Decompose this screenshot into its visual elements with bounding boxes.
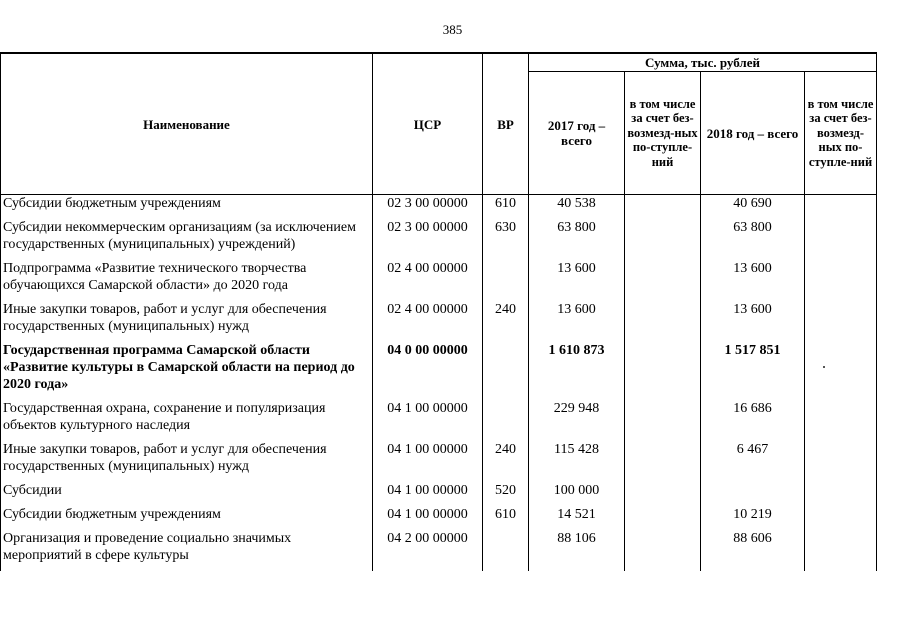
cell-2017-total: 40 538	[529, 195, 625, 220]
cell-2018-incl	[805, 219, 877, 260]
cell-vr: 610	[483, 195, 529, 220]
cell-2018-incl	[805, 441, 877, 482]
cell-2017-total: 229 948	[529, 400, 625, 441]
cell-csr: 04 2 00 00000	[373, 530, 483, 571]
cell-name: Организация и проведение социально значимых мероприятий в сфере культуры	[1, 530, 373, 571]
cell-2018-total: 13 600	[701, 301, 805, 342]
cell-vr	[483, 400, 529, 441]
cell-name: Субсидии	[1, 482, 373, 506]
cell-name: Субсидии некоммерческим организациям (за исключением государственных (муниципальных) учреждений)	[1, 219, 373, 260]
cell-name: Субсидии бюджетным учреждениям	[1, 506, 373, 530]
header-name: Наименование	[1, 53, 373, 195]
table-row	[1, 506, 877, 530]
cell-2017-total: 115 428	[529, 441, 625, 482]
cell-vr: 630	[483, 219, 529, 260]
cell-2018-incl	[805, 506, 877, 530]
cell-vr: 240	[483, 301, 529, 342]
cell-csr: 04 1 00 00000	[373, 482, 483, 506]
cell-2018-total: 1 517 851	[701, 342, 805, 400]
table-row	[1, 219, 877, 260]
cell-2018-total	[701, 482, 805, 506]
header-2018-incl: в том числе за счет без-возмезд-ных по-ступле-ний	[805, 72, 877, 195]
cell-2017-total: 63 800	[529, 219, 625, 260]
table-row	[1, 441, 877, 482]
header-vr: ВР	[483, 53, 529, 195]
cell-vr	[483, 260, 529, 301]
cell-2017-total: 13 600	[529, 260, 625, 301]
table-row	[1, 301, 877, 342]
cell-name: Иные закупки товаров, работ и услуг для обеспечения государственных (муниципальных) нужд	[1, 301, 373, 342]
cell-2017-incl	[625, 441, 701, 482]
budget-table	[0, 52, 877, 571]
cell-2018-incl	[805, 260, 877, 301]
cell-csr: 04 1 00 00000	[373, 441, 483, 482]
cell-vr	[483, 342, 529, 400]
cell-vr: 240	[483, 441, 529, 482]
cell-csr: 02 3 00 00000	[373, 195, 483, 220]
cell-csr: 02 4 00 00000	[373, 260, 483, 301]
cell-2018-incl	[805, 400, 877, 441]
cell-vr: 610	[483, 506, 529, 530]
cell-csr: 04 1 00 00000	[373, 506, 483, 530]
cell-2017-total: 14 521	[529, 506, 625, 530]
cell-csr: 04 1 00 00000	[373, 400, 483, 441]
table-row	[1, 342, 877, 400]
cell-2017-total: 1 610 873	[529, 342, 625, 400]
cell-2017-incl	[625, 301, 701, 342]
table-row	[1, 400, 877, 441]
cell-2017-incl	[625, 195, 701, 220]
cell-vr	[483, 530, 529, 571]
table-body	[1, 195, 877, 572]
cell-2018-total: 88 606	[701, 530, 805, 571]
cell-2018-total: 16 686	[701, 400, 805, 441]
page-number: 385	[442, 22, 463, 37]
cell-name: Иные закупки товаров, работ и услуг для обеспечения государственных (муниципальных) нужд	[1, 441, 373, 482]
cell-name: Государственная программа Самарской области «Развитие культуры в Самарской области на период до 2020 года»	[1, 342, 373, 400]
cell-2018-total: 13 600	[701, 260, 805, 301]
cell-2017-total: 13 600	[529, 301, 625, 342]
header-sum-group: Сумма, тыс. рублей	[529, 53, 877, 72]
cell-2017-incl	[625, 506, 701, 530]
cell-name: Государственная охрана, сохранение и популяризация объектов культурного наследия	[1, 400, 373, 441]
cell-2018-incl	[805, 342, 877, 400]
cell-2018-incl	[805, 195, 877, 220]
cell-name: Субсидии бюджетным учреждениям	[1, 195, 373, 220]
cell-csr: 02 4 00 00000	[373, 301, 483, 342]
cell-vr: 520	[483, 482, 529, 506]
cell-name: Подпрограмма «Развитие технического творчества обучающихся Самарской области» до 2020 года	[1, 260, 373, 301]
table-row	[1, 260, 877, 301]
cell-2017-incl	[625, 342, 701, 400]
cell-2018-incl	[805, 482, 877, 506]
cell-2018-total: 6 467	[701, 441, 805, 482]
table-row	[1, 530, 877, 571]
cell-2017-incl	[625, 482, 701, 506]
header-2018-total: 2018 год – всего	[701, 72, 805, 195]
cell-2018-total: 40 690	[701, 195, 805, 220]
cell-2018-total: 63 800	[701, 219, 805, 260]
cell-2017-total: 88 106	[529, 530, 625, 571]
cell-csr: 04 0 00 00000	[373, 342, 483, 400]
cell-csr: 02 3 00 00000	[373, 219, 483, 260]
cell-2018-incl	[805, 530, 877, 571]
cell-2017-incl	[625, 530, 701, 571]
scan-speck	[823, 366, 825, 368]
table-row	[1, 482, 877, 506]
cell-2017-incl	[625, 219, 701, 260]
table-header	[1, 53, 877, 195]
header-2017-incl: в том числе за счет без-возмезд-ных по-ступле-ний	[625, 72, 701, 195]
cell-2018-incl	[805, 301, 877, 342]
cell-2017-incl	[625, 400, 701, 441]
table-row	[1, 195, 877, 220]
cell-2017-incl	[625, 260, 701, 301]
header-csr: ЦСР	[373, 53, 483, 195]
cell-2018-total: 10 219	[701, 506, 805, 530]
cell-2017-total: 100 000	[529, 482, 625, 506]
header-2017-total: 2017 год – всего	[529, 72, 625, 195]
